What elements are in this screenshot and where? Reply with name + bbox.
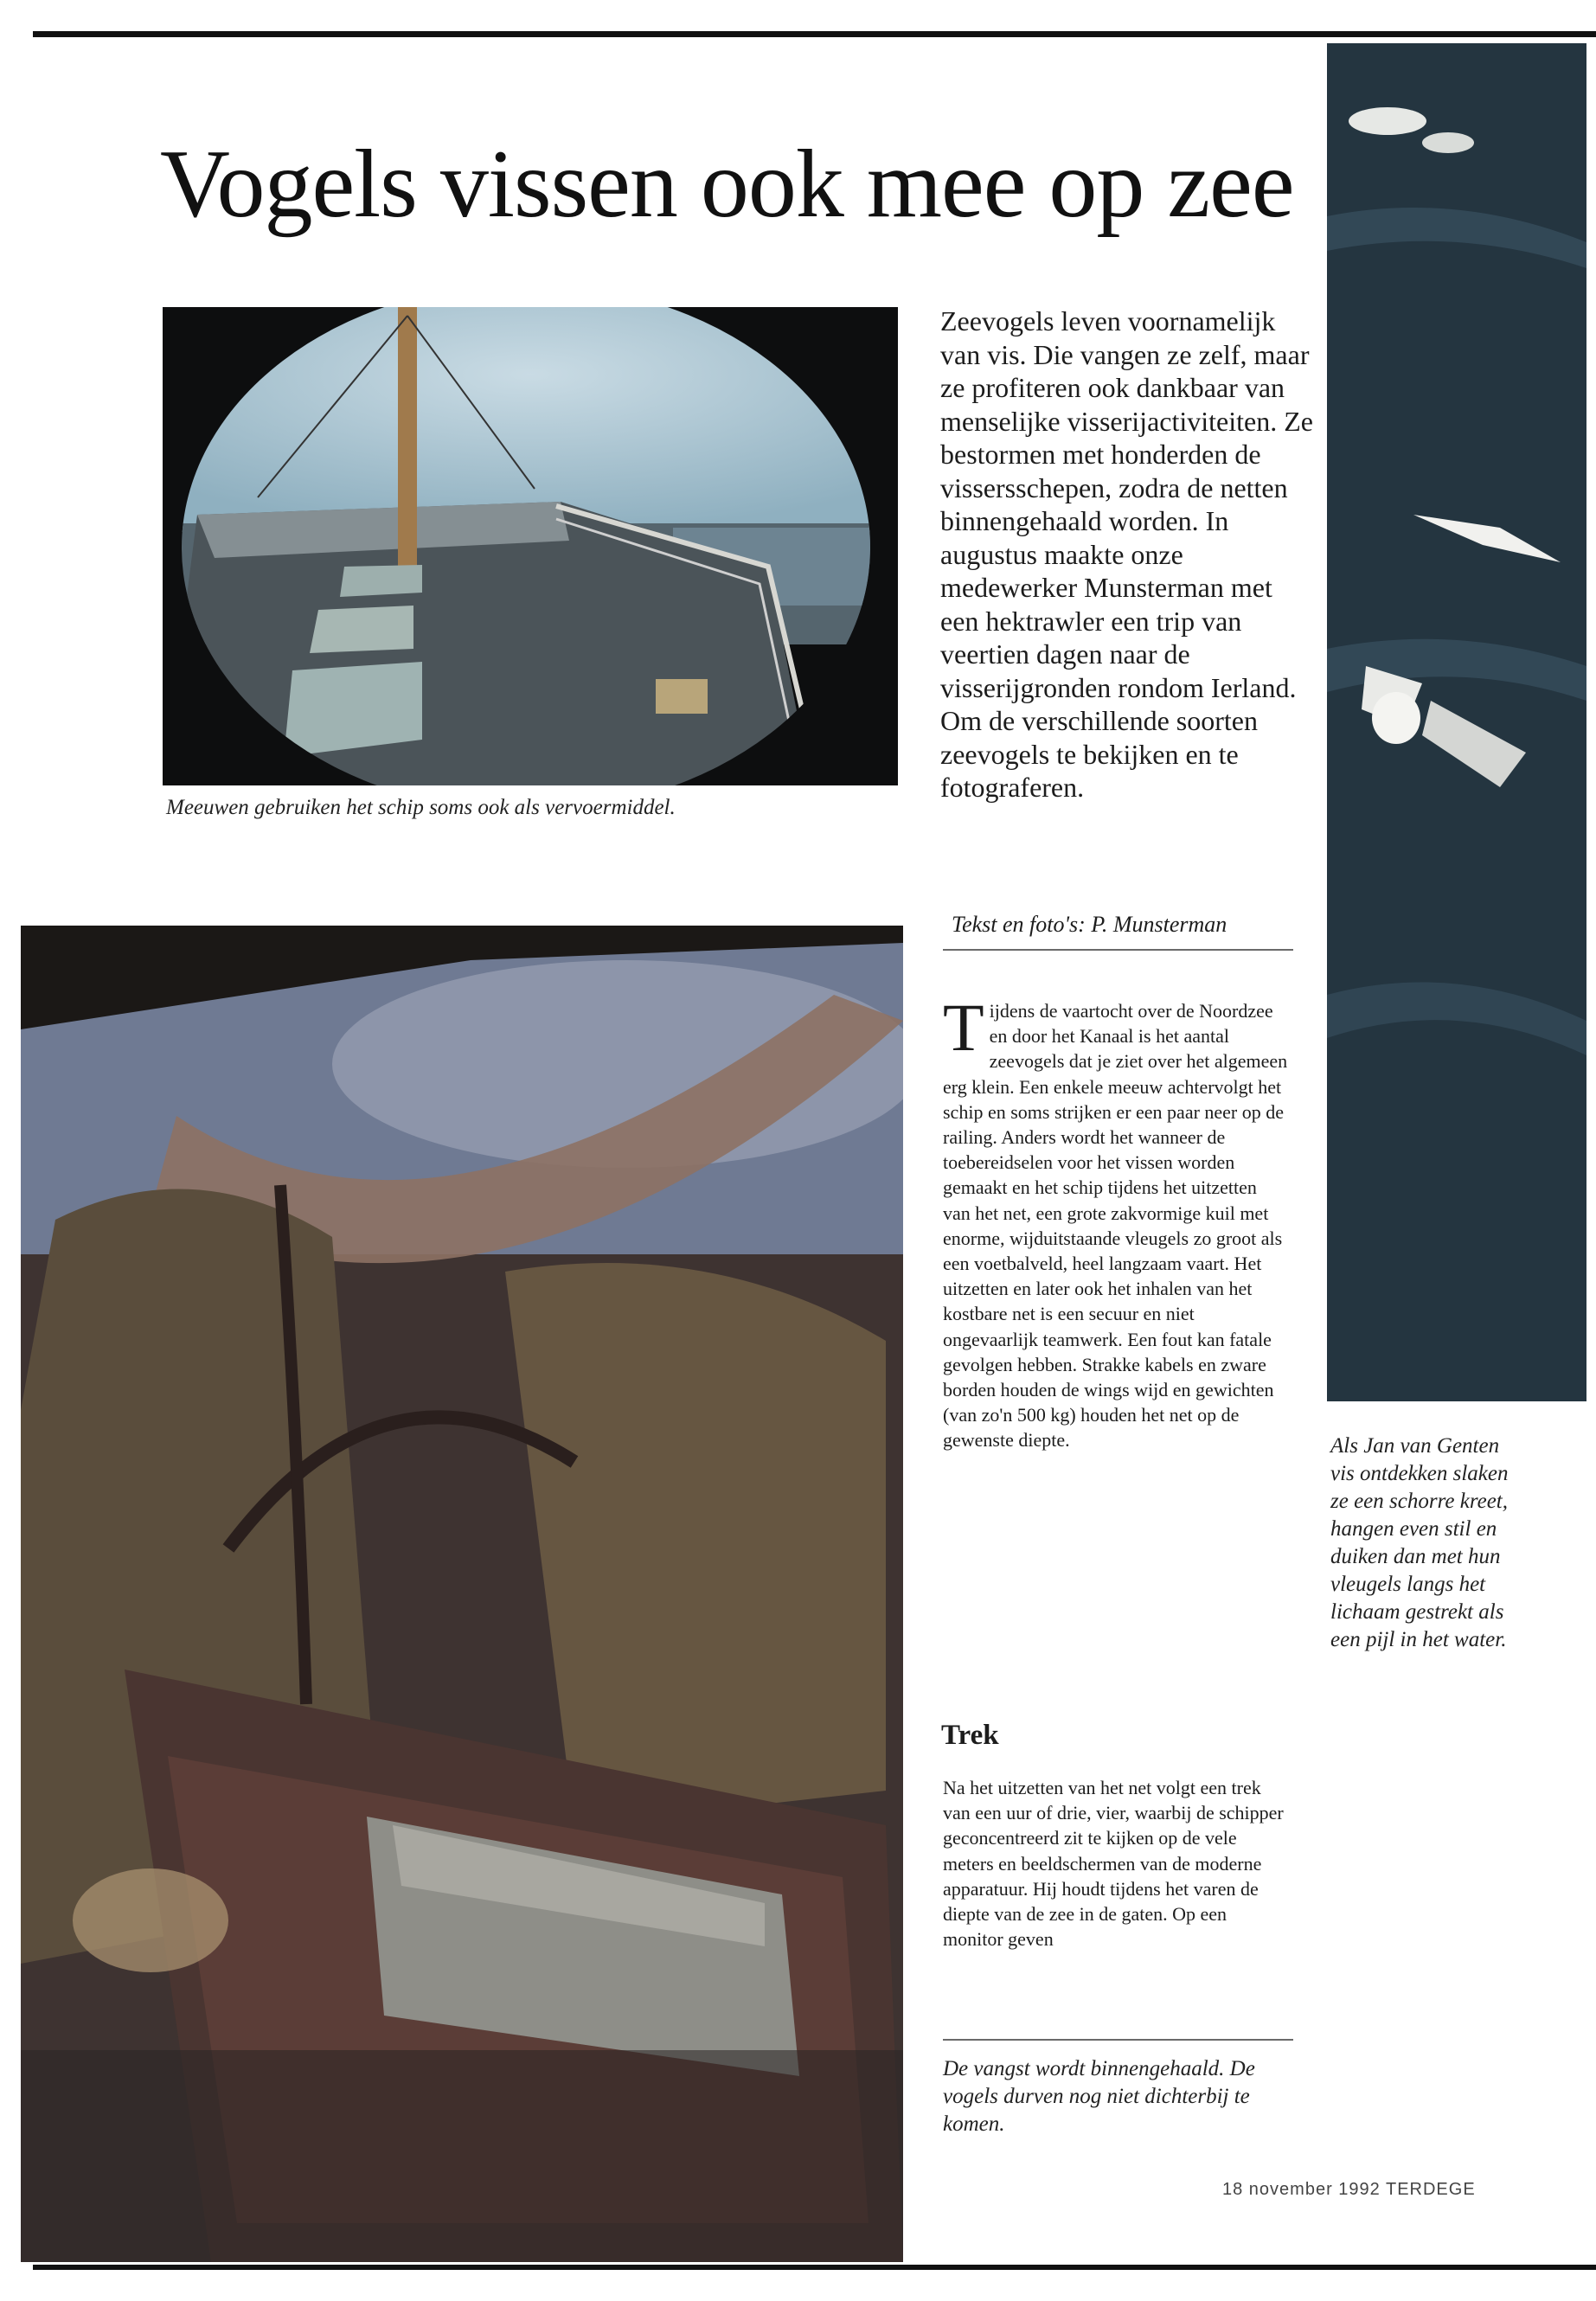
top-rule: [33, 31, 1596, 37]
body-paragraph-2: Na het uitzetten van het net volgt een trek van een uur of drie, vier, waarbij de schipper geconcentreerd zit te kijken op de vele meters en beeldschermen van de moderne apparatuur. Hij houdt tijdens het varen de diepte van de zee in de gaten. Op een monitor geven: [943, 1777, 1284, 1951]
bottom-rule: [33, 2265, 1596, 2270]
net-photo: [21, 926, 903, 2262]
intro-paragraph: Zeevogels leven voornamelijk van vis. Die vangen ze zelf, maar ze profiteren ook dankbaar van menselijke visserijactiviteiten. Ze bestormen met honderden de vissersschepen, zodra de netten binnengehaald worden. In augustus maakte onze medewerker Munsterman met een hektrawler een trip van veertien dagen naar de visserijgronden rondom Ierland. Om de verschillende soorten zeevogels te bekijken en te fotograferen.: [940, 305, 1313, 803]
gannets-photo: [1327, 43, 1586, 1401]
article-title: Vogels vissen ook mee op zee: [160, 131, 1294, 238]
porthole-photo-caption: Meeuwen gebruiken het schip soms ook als vervoermiddel.: [166, 796, 676, 819]
author-credit: Tekst en foto's: P. Munsterman: [952, 912, 1227, 937]
subheading-trek: Trek: [941, 1720, 999, 1751]
drop-cap: T: [943, 990, 984, 1065]
body-text-column: [943, 990, 1289, 1453]
gannets-photo-caption: Als Jan van Genten vis ontdekken slaken ze een schorre kreet, hangen even stil en duiken dan met hun vleugels langs het lichaam gestrekt als een pijl in het water.: [1330, 1434, 1509, 1651]
caption-divider: [943, 2039, 1293, 2041]
page-footer: 18 november 1992 TERDEGE: [1222, 2180, 1476, 2199]
net-photo-caption: De vangst wordt binnengehaald. De vogels durven nog niet dichterbij te komen.: [943, 2057, 1255, 2136]
body-paragraph-1: ijdens de vaartocht over de Noordzee en door het Kanaal is het aantal zeevogels dat je ziet over het algemeen erg klein. Een enkele meeuw achtervolgt het schip en soms strijken er een paar neer op de railing. Anders wordt het wanneer de toebereidselen voor het vissen worden gemaakt en het schip tijdens het uitzetten van het net, een grote zakvormige kuil met enorme, wijduitstaande vleugels zo groot als een voetbalveld, heel langzaam vaart. Het uitzetten en later ook het inhalen van het kostbare net is een secuur en niet ongevaarlijk teamwerk. Een fout kan fatale gevolgen hebben. Strakke kabels en zware borden houden de wings wijd en gewichten (van zo'n 500 kg) houden het net op de gewenste diepte.: [943, 1000, 1288, 1452]
credit-divider: [943, 949, 1293, 951]
porthole-photo: [163, 307, 898, 785]
